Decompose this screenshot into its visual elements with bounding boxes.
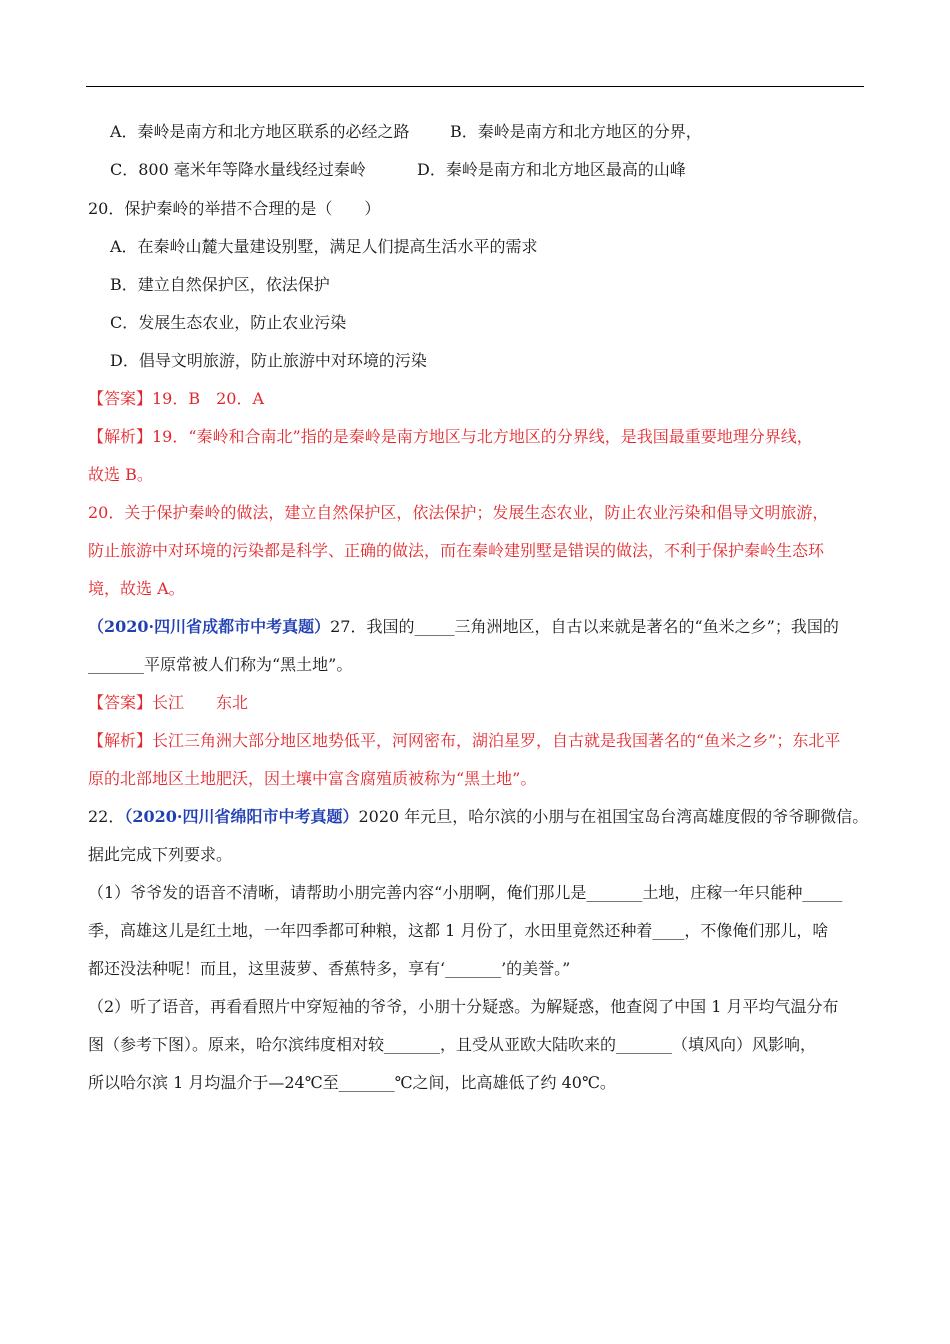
q20-stem: 20．保护秦岭的举措不合理的是（ ） — [88, 199, 381, 218]
q27-text3: 平原常被人们称为“黑土地”。 — [144, 655, 353, 674]
q19-option-b[interactable]: B．秦岭是南方和北方地区的分界， — [450, 122, 702, 141]
q19-option-c[interactable]: C．800 毫米年等降水量线经过秦岭 — [110, 160, 366, 179]
answer-27: 【答案】长江 东北 — [88, 693, 249, 712]
q19-options-row2 — [110, 158, 686, 182]
analysis-19-line2: 故选 B。 — [88, 465, 153, 484]
answer-19-20: 【答案】19．B 20．A — [88, 389, 265, 408]
analysis-27-line1: 【解析】长江三角洲大部分地区地势低平，河网密布，湖泊星罗，自古就是我国著名的“鱼米之乡”；东北平 — [88, 731, 841, 750]
q22-part1-line1: （1）爷爷发的语音不清晰，请帮助小朋完善内容“小朋啊，俺们那儿是_______土地，庄稼一年只能种_____ — [88, 883, 843, 902]
header-rule — [86, 86, 864, 87]
analysis-20-line1: 20．关于保护秦岭的做法，建立自然保护区，依法保护；发展生态农业，防止农业污染和倡导文明旅游， — [88, 503, 829, 522]
q27-line2 — [88, 653, 352, 677]
q19-options-row1 — [110, 120, 702, 144]
q22-number: 22． — [88, 807, 125, 826]
q27-text1: 27．我国的 — [330, 617, 415, 636]
q20-option-c[interactable]: C．发展生态农业，防止农业污染 — [110, 313, 347, 332]
q22-intro1: 2020 年元旦，哈尔滨的小朋与在祖国宝岛台湾高雄度假的爷爷聊微信。 — [358, 807, 869, 826]
q20-option-d[interactable]: D．倡导文明旅游，防止旅游中对环境的污染 — [110, 351, 427, 370]
q27-text2: 三角洲地区，自古以来就是著名的“鱼米之乡”；我国的 — [454, 617, 839, 636]
q22-part1-line2: 季，高雄这儿是红土地，一年四季都可种粮，这都 1 月份了，水田里竟然还种着____，不像俺们那儿，啥 — [88, 921, 829, 940]
q22-intro-line1 — [88, 805, 868, 829]
q22-part2-line3: 所以哈尔滨 1 月均温介于—24℃至_______℃之间，比高雄低了约 40℃。 — [88, 1073, 616, 1092]
q22-part2-line2: 图（参考下图）。原来，哈尔滨纬度相对较_______，且受从亚欧大陆吹来的_______（填风向）风影响， — [88, 1035, 817, 1054]
q27-source: （2020·四川省成都市中考真题） — [88, 617, 331, 636]
analysis-20-line3: 境，故选 A。 — [88, 579, 185, 598]
q22-part1-line3: 都还没法种呢！而且，这里菠萝、香蕉特多，享有‘_______’的美誉。” — [88, 959, 571, 978]
q22-intro-line2: 据此完成下列要求。 — [88, 845, 233, 864]
q27-line1 — [88, 615, 839, 639]
q27-blank1[interactable]: _____ — [414, 617, 455, 636]
analysis-19-line1: 【解析】19．“秦岭和合南北”指的是秦岭是南方地区与北方地区的分界线，是我国最重要地理分界线， — [88, 427, 813, 446]
q22-source: （2020·四川省绵阳市中考真题） — [124, 807, 359, 826]
analysis-27-line2: 原的北部地区土地肥沃，因土壤中富含腐殖质被称为“黑土地”。 — [88, 769, 537, 788]
q22-part2-line1: （2）听了语音，再看看照片中穿短袖的爷爷，小朋十分疑惑。为解疑惑，他查阅了中国 1 月平均气温分布 — [88, 997, 839, 1016]
q19-option-d[interactable]: D．秦岭是南方和北方地区最高的山峰 — [417, 160, 686, 179]
q20-option-a[interactable]: A．在秦岭山麓大量建设别墅，满足人们提高生活水平的需求 — [110, 237, 538, 256]
q20-option-b[interactable]: B．建立自然保护区，依法保护 — [110, 275, 330, 294]
q19-option-a[interactable]: A．秦岭是南方和北方地区联系的必经之路 — [110, 122, 410, 141]
analysis-20-line2: 防止旅游中对环境的污染都是科学、正确的做法，而在秦岭建别墅是错误的做法，不利于保护秦岭生态环 — [88, 541, 825, 560]
q27-blank2[interactable]: _______ — [88, 655, 144, 674]
